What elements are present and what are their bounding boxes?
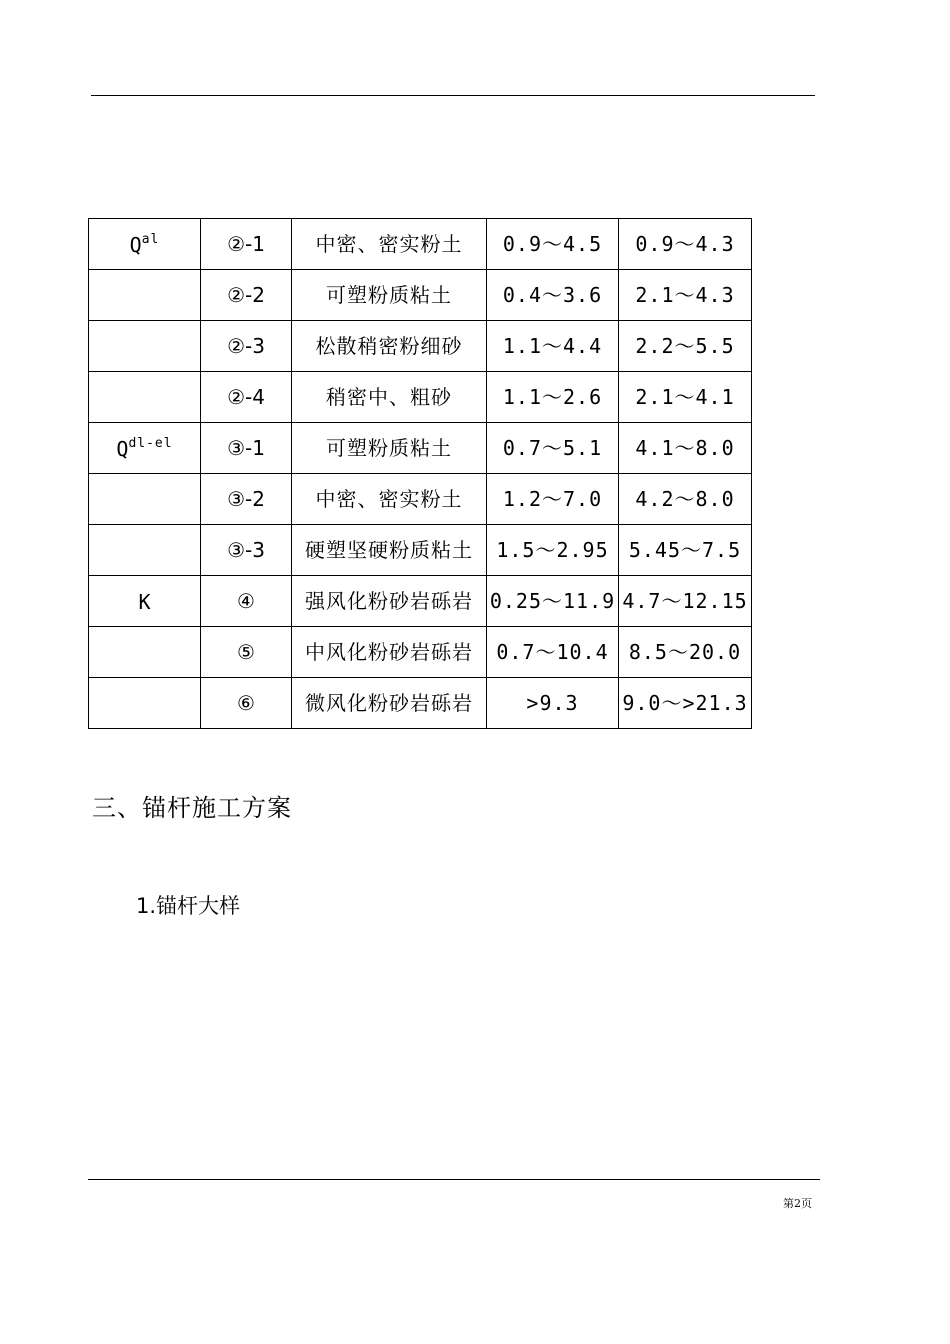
footer-rule	[88, 1179, 820, 1180]
soil-name-cell: 强风化粉砂岩砾岩	[292, 576, 487, 627]
soil-name-cell: 中风化粉砂岩砾岩	[292, 627, 487, 678]
table-row	[89, 525, 752, 576]
soil-name-cell: 硬塑坚硬粉质粘土	[292, 525, 487, 576]
range-cell-1: 1.1～4.4	[487, 321, 619, 372]
range-cell-1: 0.9～4.5	[487, 219, 619, 270]
table-row	[89, 270, 752, 321]
range-cell-2: 2.2～5.5	[619, 321, 752, 372]
range-cell-2: 4.2～8.0	[619, 474, 752, 525]
range-cell-2: 4.7～12.15	[619, 576, 752, 627]
stratum-cell	[89, 372, 201, 423]
range-cell-2: 0.9～4.3	[619, 219, 752, 270]
section-heading: 三、锚杆施工方案	[92, 794, 292, 822]
range-cell-2: 9.0～>21.3	[619, 678, 752, 729]
table-body	[89, 219, 752, 729]
layer-number-cell: ②-2	[201, 270, 292, 321]
stratum-cell: K	[89, 576, 201, 627]
soil-name-cell: 松散稍密粉细砂	[292, 321, 487, 372]
range-cell-2: 2.1～4.3	[619, 270, 752, 321]
table-row	[89, 678, 752, 729]
layer-number-cell: ②-1	[201, 219, 292, 270]
stratum-cell: $Q^{dl-el}$	[89, 423, 201, 474]
layer-number-cell: ②-4	[201, 372, 292, 423]
range-cell-1: 1.5～2.95	[487, 525, 619, 576]
range-cell-1: 0.7～5.1	[487, 423, 619, 474]
range-cell-1: 1.1～2.6	[487, 372, 619, 423]
range-cell-1: 0.25～11.9	[487, 576, 619, 627]
layer-number-cell: ③-2	[201, 474, 292, 525]
range-cell-2: 8.5～20.0	[619, 627, 752, 678]
table-row	[89, 372, 752, 423]
table-row	[89, 423, 752, 474]
layer-number-cell: ④	[201, 576, 292, 627]
soil-name-cell: 可塑粉质粘土	[292, 270, 487, 321]
table-row	[89, 474, 752, 525]
table-row	[89, 627, 752, 678]
stratum-cell	[89, 321, 201, 372]
range-cell-1: 0.7～10.4	[487, 627, 619, 678]
range-cell-1: >9.3	[487, 678, 619, 729]
soil-name-cell: 中密、密实粉土	[292, 474, 487, 525]
stratum-cell	[89, 474, 201, 525]
header-rule	[91, 95, 815, 96]
layer-number-cell: ⑥	[201, 678, 292, 729]
soil-name-cell: 中密、密实粉土	[292, 219, 487, 270]
range-cell-1: 1.2～7.0	[487, 474, 619, 525]
page-number: 第2页	[783, 1197, 812, 1210]
range-cell-1: 0.4～3.6	[487, 270, 619, 321]
range-cell-2: 4.1～8.0	[619, 423, 752, 474]
soil-name-cell: 稍密中、粗砂	[292, 372, 487, 423]
range-cell-2: 2.1～4.1	[619, 372, 752, 423]
layer-number-cell: ⑤	[201, 627, 292, 678]
table-row	[89, 219, 752, 270]
soil-name-cell: 微风化粉砂岩砾岩	[292, 678, 487, 729]
sub-heading: 1.锚杆大样	[136, 894, 241, 918]
stratum-cell	[89, 270, 201, 321]
layer-number-cell: ②-3	[201, 321, 292, 372]
stratum-cell	[89, 525, 201, 576]
stratum-cell	[89, 678, 201, 729]
stratum-cell	[89, 627, 201, 678]
range-cell-2: 5.45～7.5	[619, 525, 752, 576]
layer-number-cell: ③-1	[201, 423, 292, 474]
table-row	[89, 321, 752, 372]
table-row	[89, 576, 752, 627]
layer-number-cell: ③-3	[201, 525, 292, 576]
soil-layer-table	[88, 218, 752, 729]
soil-name-cell: 可塑粉质粘土	[292, 423, 487, 474]
stratum-cell: $Q^{al}$	[89, 219, 201, 270]
